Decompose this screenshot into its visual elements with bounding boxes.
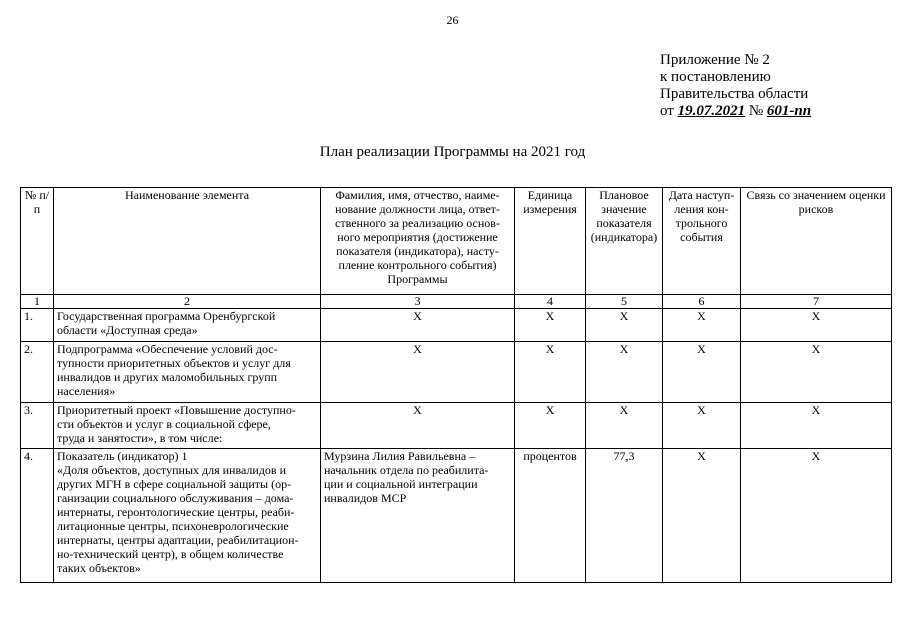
row-date: Х (663, 403, 741, 449)
row-name: Государственная программа Оренбургской области «Доступная среда» (54, 309, 321, 342)
header-unit: Единица измерения (515, 188, 586, 295)
row-responsible: Мурзина Лилия Равильевна – начальник отдела по реабилита- ции и социальной интеграции инвалидов МСР (321, 449, 515, 583)
index-cell: 7 (741, 295, 892, 309)
table-row (21, 309, 892, 342)
index-row (21, 295, 892, 309)
row-risk: Х (741, 342, 892, 403)
header-num: № п/п (21, 188, 54, 295)
row-risk: Х (741, 403, 892, 449)
header-name: Наименование элемента (54, 188, 321, 295)
row-responsible: Х (321, 403, 515, 449)
row-planned: Х (586, 403, 663, 449)
index-cell: 4 (515, 295, 586, 309)
row-risk: Х (741, 309, 892, 342)
row-num: 3. (21, 403, 54, 449)
index-cell: 6 (663, 295, 741, 309)
row-risk: Х (741, 449, 892, 583)
row-name: Приоритетный проект «Повышение доступно- сти объектов и услуг в социальной сфере, труда и занятости», в том числе: (54, 403, 321, 449)
row-responsible: Х (321, 309, 515, 342)
row-date: Х (663, 342, 741, 403)
row-num: 4. (21, 449, 54, 583)
appendix-line-3: Правительства области (660, 86, 809, 102)
row-unit: Х (515, 342, 586, 403)
table-row (21, 342, 892, 403)
table-row (21, 403, 892, 449)
header-risk: Связь со значением оценки рисков (741, 188, 892, 295)
index-cell: 5 (586, 295, 663, 309)
row-date: Х (663, 449, 741, 583)
header-responsible: Фамилия, имя, отчество, наиме- нование должности лица, ответ- ственного за реализацию основ- ного мероприятия (достижение показателя (индикатора), насту- пление контрольного события) Программы (321, 188, 515, 295)
row-num: 2. (21, 342, 54, 403)
index-cell: 1 (21, 295, 54, 309)
header-planned: Плановое значение показателя (индикатора) (586, 188, 663, 295)
row-name: Показатель (индикатор) 1 «Доля объектов, доступных для инвалидов и других МГН в сфере социальной защиты (ор- ганизации социального обслуживания – дома- интернаты, геронтологические центры, реаби- литационные центры, психоневрологические интернаты, центры адаптации, реабилитацион- но-технический центр), в общем количестве таких объектов» (54, 449, 321, 583)
page-number: 26 (446, 13, 459, 27)
index-cell: 3 (321, 295, 515, 309)
plan-table (20, 187, 892, 583)
document-title: План реализации Программы на 2021 год (319, 144, 586, 160)
appendix-block (660, 52, 890, 120)
row-unit: Х (515, 309, 586, 342)
appendix-line-2: к постановлению (660, 69, 771, 85)
row-num: 1. (21, 309, 54, 342)
date-prefix: от (660, 103, 674, 119)
row-responsible: Х (321, 342, 515, 403)
index-cell: 2 (54, 295, 321, 309)
row-date: Х (663, 309, 741, 342)
row-planned: Х (586, 342, 663, 403)
appendix-line-4 (660, 103, 890, 120)
row-name: Подпрограмма «Обеспечение условий дос- тупности приоритетных объектов и услуг для инвалидов и других маломобильных групп населения» (54, 342, 321, 403)
row-unit: Х (515, 403, 586, 449)
handwritten-number: 601-пп (766, 103, 812, 119)
handwritten-date: 19.07.2021 (677, 103, 746, 119)
number-prefix: № (748, 103, 764, 119)
table-row (21, 449, 892, 583)
row-unit: процентов (515, 449, 586, 583)
appendix-line-1: Приложение № 2 (660, 52, 770, 68)
row-planned: 77,3 (586, 449, 663, 583)
table-header-row (21, 188, 892, 295)
header-date: Дата наступ- ления кон- трольного события (663, 188, 741, 295)
row-planned: Х (586, 309, 663, 342)
